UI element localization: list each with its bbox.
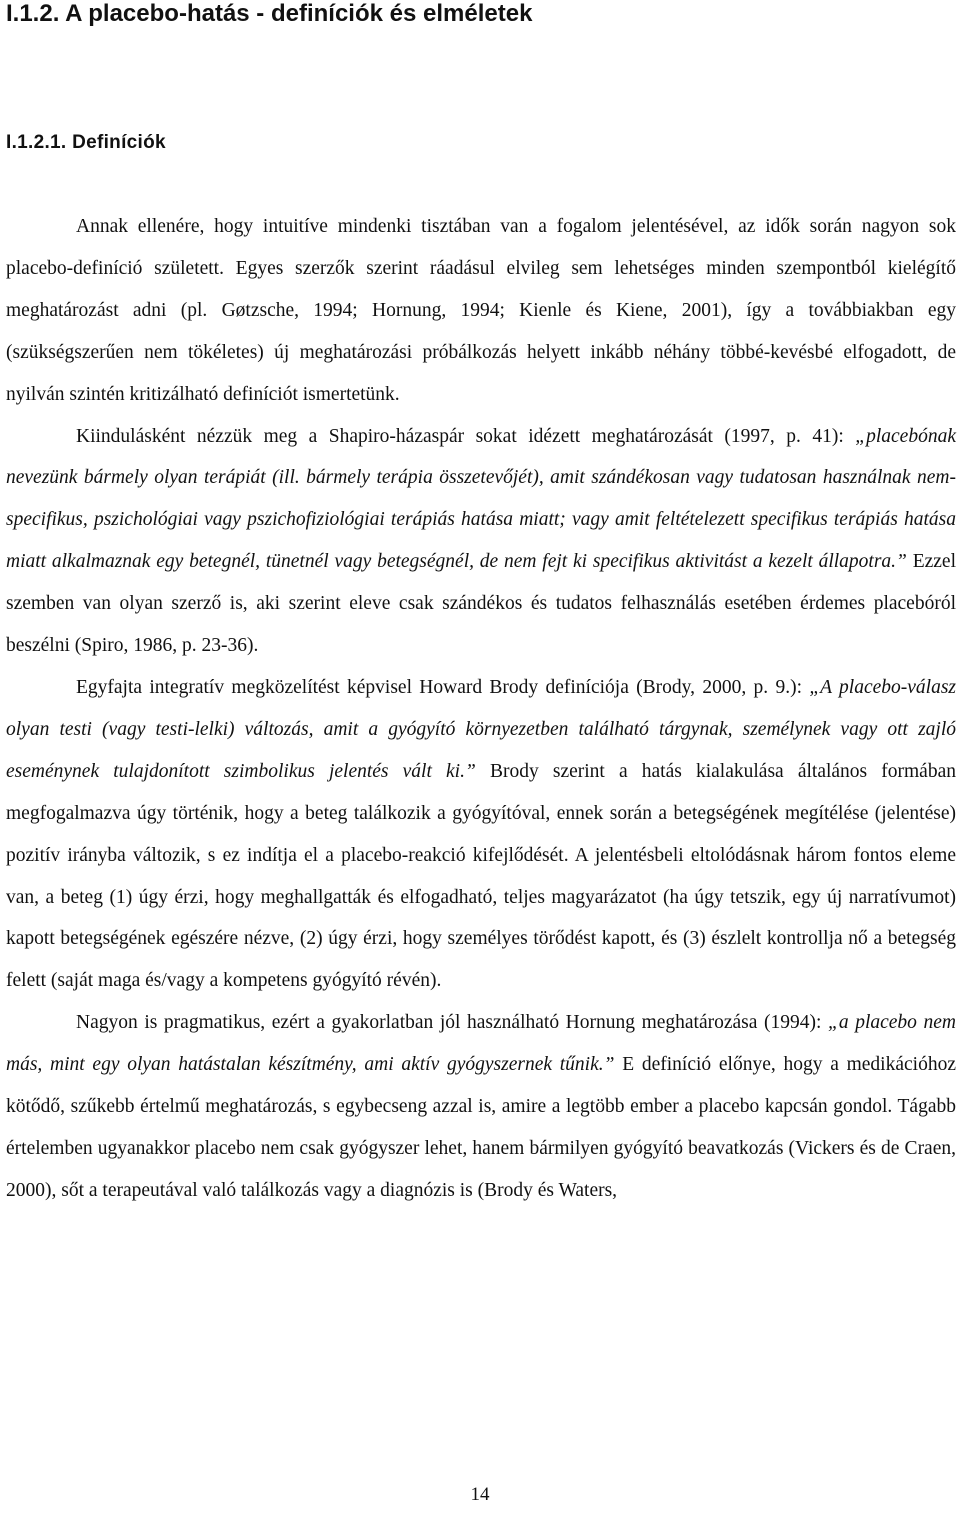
quotation: „placebónak nevezünk bármely olyan terápiát (ill. bármely terápia összetevőjét), amit szándékosan vagy tudatosan használnak nem-specifikus, pszichológiai vagy pszichofiziológiai terápiás hatása miatt; vagy amit feltételezett specifikus terápiás hatása miatt alkalmaznak egy betegnél, tünetnél vagy betegségnél, de nem fejt ki specifikus aktivitást a kezelt állapotra.” [6,425,956,573]
paragraph-text: Annak ellenére, hogy intuitíve mindenki tisztában van a fogalom jelentésével, az idők során nagyon sok placebo-definíció született. Egyes szerzők szerint ráadásul elvileg sem lehetséges minden szempontból kielégítő meghatározást adni (pl. Gøtzsche, 1994; Hornung, 1994; Kienle és Kiene, 2001), így a továbbiakban egy (szükségszerűen nem tökéletes) új meghatározási próbálkozás helyett inkább néhány többé-kevésbé elfogadott, de nyilván szintén kritizálható definíciót ismertetünk. [6,216,956,405]
section-heading: I.1.2. A placebo-hatás - definíciók és elméletek [6,0,533,27]
paragraph [6,206,956,416]
quotation: „a placebo nem más, mint egy olyan hatástalan készítmény, ami aktív gyógyszernek tűnik.” [6,1012,956,1076]
paragraph [6,416,956,667]
subsection-heading: I.1.2.1. Definíciók [6,132,166,153]
paragraph-text: E definíció előnye, hogy a medikációhoz kötődő, szűkebb értelmű meghatározás, s egybecseng azzal is, amire a legtöbb ember a placebo kapcsán gondol. Tágabb értelemben ugyanakkor placebo nem csak gyógyszer lehet, hanem bármilyen gyógyító beavatkozás (Vickers és de Craen, 2000), sőt a terapeutával való találkozás vagy a diagnózis is (Brody és Waters, [6,1054,956,1201]
paragraph-text: Kiindulásként nézzük meg a Shapiro-házaspár sokat idézett meghatározását (1997, p. 41): [76,425,856,447]
paragraph [6,1002,956,1212]
paragraph [6,667,956,1002]
body-text [6,206,956,1212]
paragraph-text: Ezzel szemben van olyan szerző is, aki szerint eleve csak szándékos és tudatos felhasználás esetében érdemes placebóról beszélni (Spiro, 1986, p. 23-36). [6,551,957,657]
paragraph-text: Egyfajta integratív megközelítést képvisel Howard Brody definíciója (Brody, 2000, p. 9.): [76,676,810,698]
paragraph-text: Nagyon is pragmatikus, ezért a gyakorlatban jól használható Hornung meghatározása (1994): [76,1012,829,1034]
paragraph-text: Brody szerint a hatás kialakulása általános formában megfogalmazva úgy történik, hogy a beteg találkozik a gyógyítóval, ennek során a betegségének megítélése (jelentése) pozitív irányba változik, s ez indítja el a placebo-reakció kifejlődését. A jelentésbeli eltolódásnak három fontos eleme van, a beteg (1) úgy érzi, hogy meghallgatták és elfogadható, teljes magyarázatot (ha úgy tetszik, egy új narratívumot) kapott betegségének egészére nézve, (2) úgy érzi, hogy személyes törődést kapott, és (3) észlelt kontrollja nő a betegség felett (saját maga és/vagy a kompetens gyógyító révén). [6,760,956,992]
quotation: „A placebo-válasz olyan testi (vagy testi-lelki) változás, amit a gyógyító környezetben található tárgynak, személynek vagy ott zajló eseménynek tulajdonított szimbolikus jelentés vált ki.” [6,676,956,782]
page-number: 14 [470,1484,490,1505]
